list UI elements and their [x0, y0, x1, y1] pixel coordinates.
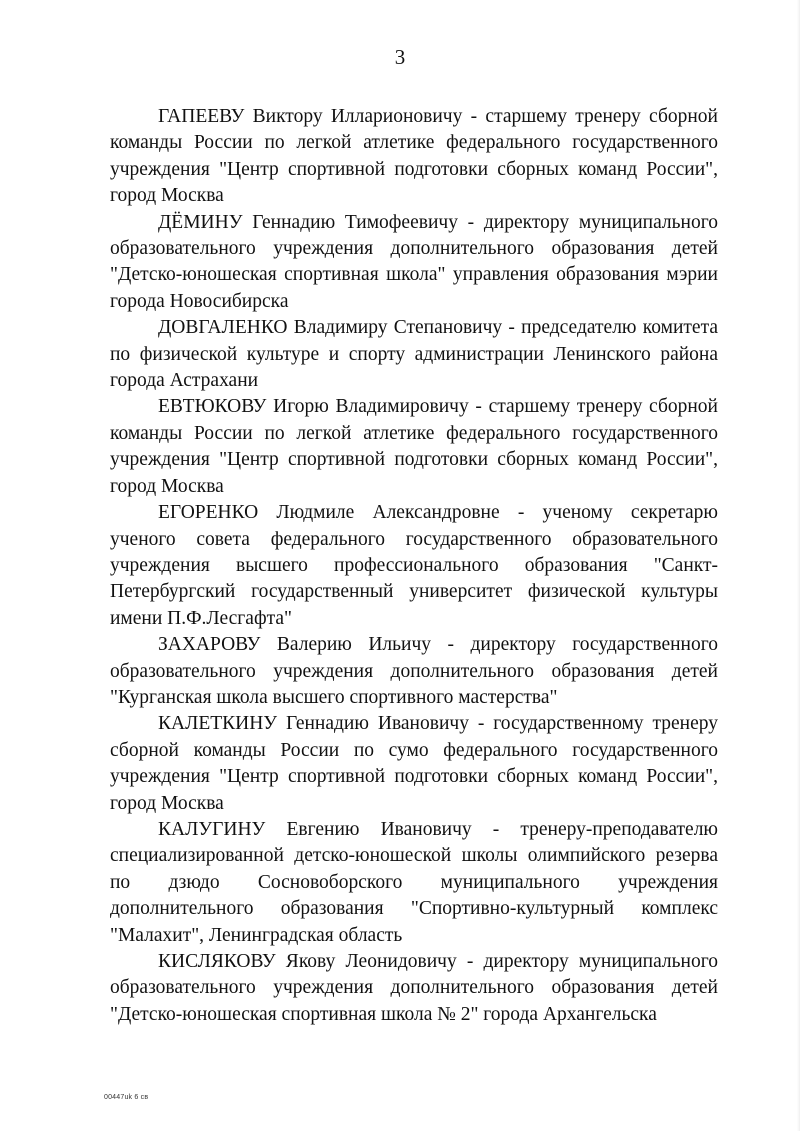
list-item: ЕВТЮКОВУ Игорю Владимировичу - старшему тренеру сборной команды России по легкой атлетике федерального государственного учреждения "Центр спортивной подготовки сборных команд России", город Москва — [110, 396, 718, 497]
list-item: ДЁМИНУ Геннадию Тимофеевичу - директору муниципального образовательного учреждения дополнительного образования детей "Детско-юношеская спортивная школа" управления образования мэрии города Новосибирска — [110, 211, 718, 312]
list-item: КАЛУГИНУ Евгению Ивановичу - тренеру-преподавателю специализированной детско-юношеской школы олимпийского резерва по дзюдо Сосновоборского муниципального учреждения дополнительного образования "Спортивно-культурный комплекс "Малахит", Ленинградская область — [110, 818, 718, 946]
award-list — [110, 104, 718, 1028]
list-item: КИСЛЯКОВУ Якову Леонидовичу - директору муниципального образовательного учреждения дополнительного образования детей "Детско-юношеская спортивная школа № 2" города Архангельска — [110, 951, 718, 1025]
list-item: ДОВГАЛЕНКО Владимиру Степановичу - председателю комитета по физической культуре и спорту администрации Ленинского района города Астрахани — [110, 317, 718, 392]
list-item: ЗАХАРОВУ Валерию Ильичу - директору государственного образовательного учреждения дополнительного образования детей "Курганская школа высшего спортивного мастерства" — [110, 634, 718, 708]
list-item: КАЛЕТКИНУ Геннадию Ивановичу - государственному тренеру сборной команды России по сумо федерального государственного учреждения "Центр спортивной подготовки сборных команд России", город Москва — [110, 713, 718, 814]
document-footer-code: 00447uk 6 св — [104, 1094, 149, 1101]
list-item: ГАПЕЕВУ Виктору Илларионовичу - старшему тренеру сборной команды России по легкой атлетике федерального государственного учреждения "Центр спортивной подготовки сборных команд России", город Москва — [110, 106, 718, 207]
list-item: ЕГОРЕНКО Людмиле Александровне - ученому секретарю ученого совета федерального государственного образовательного учреждения высшего профессионального образования "Санкт-Петербургский государственный университет физической культуры имени П.Ф.Лесгафта" — [110, 502, 718, 629]
page-number: 3 — [394, 45, 406, 69]
